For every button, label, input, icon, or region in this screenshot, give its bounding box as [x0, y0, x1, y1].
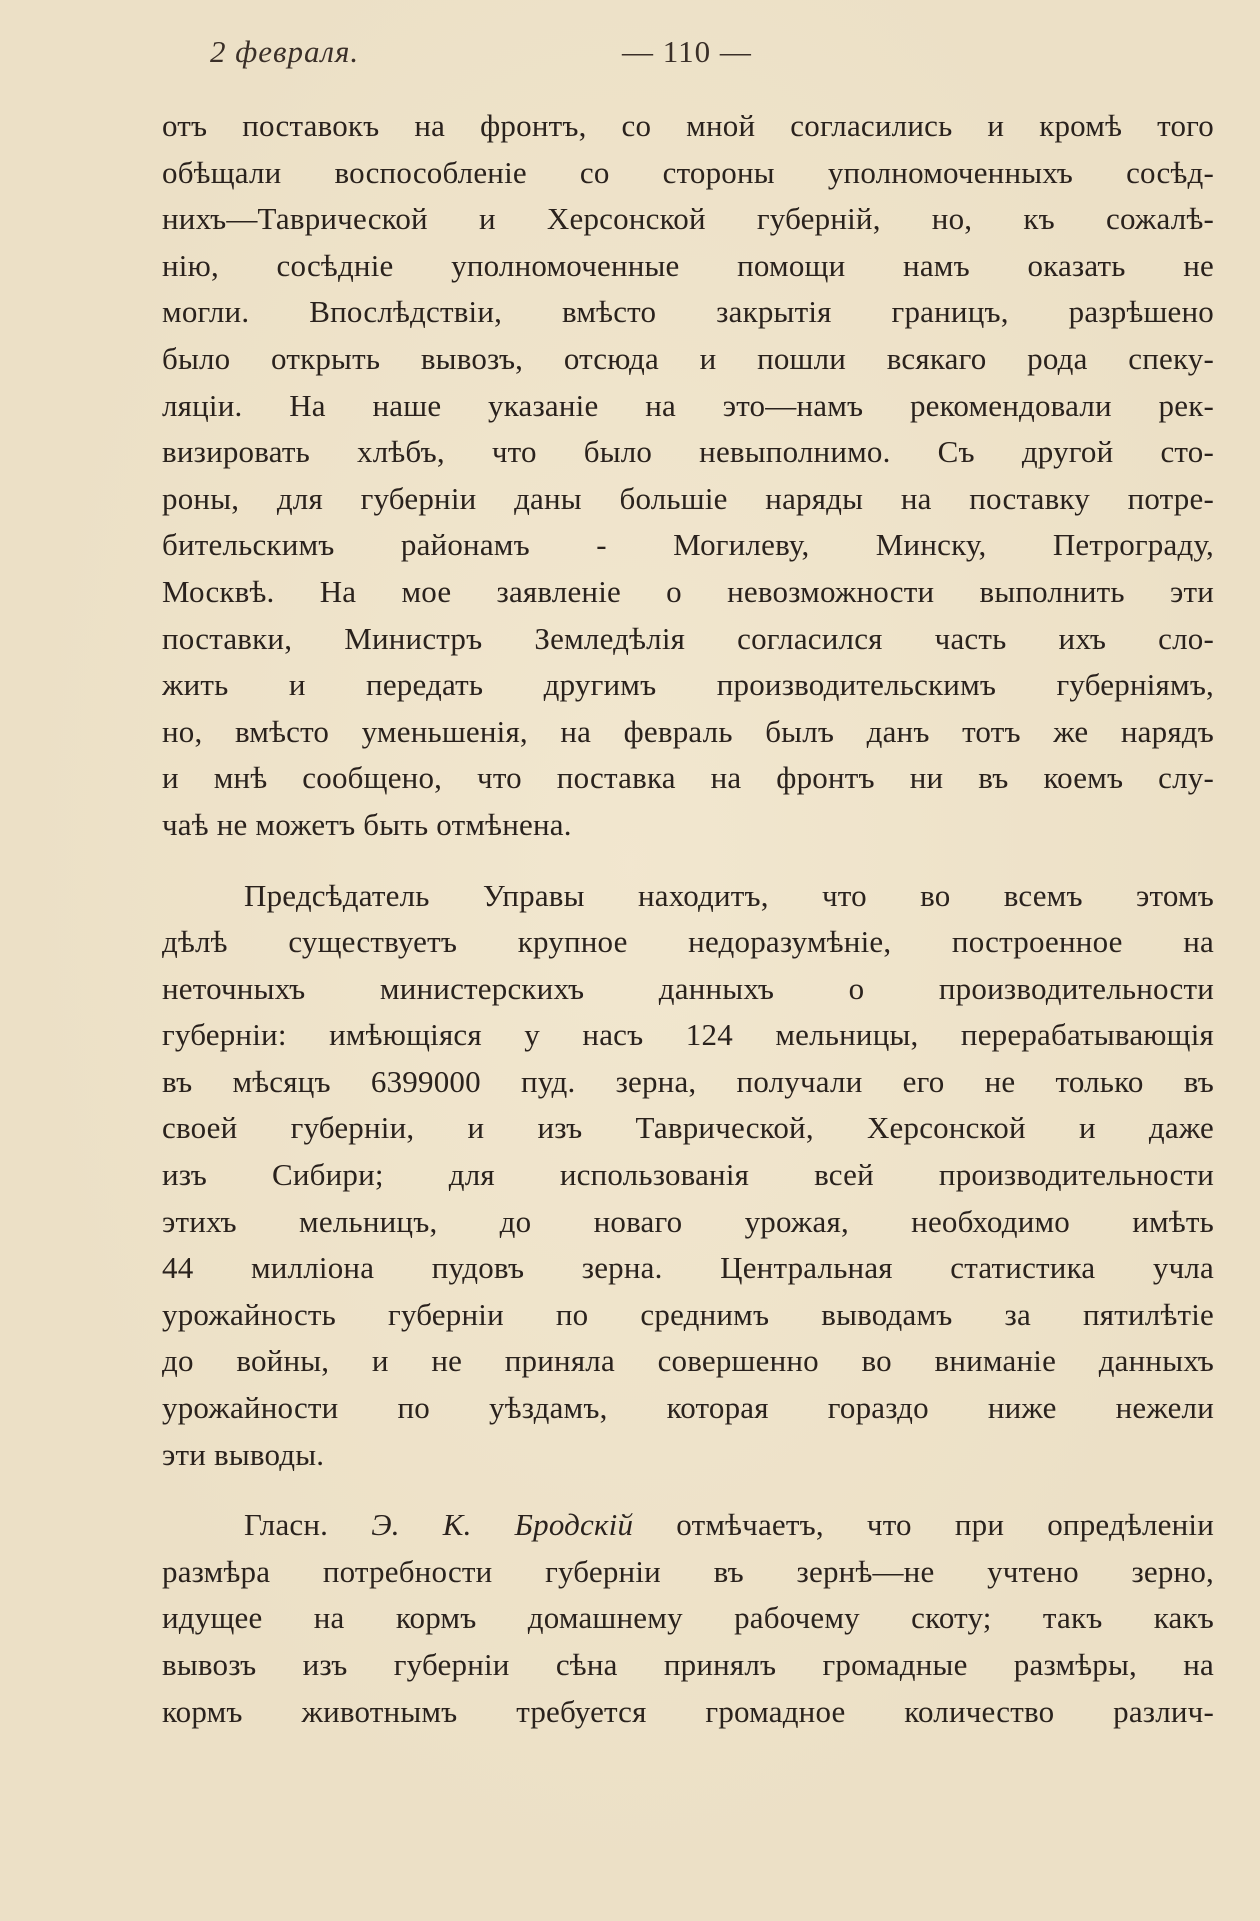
text-line: нію, сосѣдніе уполномоченные помощи намъ оказать не	[162, 247, 1214, 283]
text-line: визировать хлѣбъ, что было невыполнимо. Съ другой сто-	[162, 434, 1214, 470]
text-line: въ мѣсяцъ 6399000 пуд. зерна, получали его не только въ	[162, 1063, 1214, 1099]
text-line: чаѣ не можетъ быть отмѣнена.	[162, 806, 572, 842]
text-line: размѣра потребности губерніи въ зернѣ—не учтено зерно,	[162, 1553, 1214, 1589]
text-line: роны, для губерніи даны большіе наряды на поставку потре-	[162, 480, 1214, 516]
text-line: идущее на кормъ домашнему рабочему скоту; такъ какъ	[162, 1600, 1214, 1636]
text-line: этихъ мельницъ, до новаго урожая, необходимо имѣть	[162, 1203, 1214, 1239]
text-line: урожайность губерніи по среднимъ выводамъ за пятилѣтіе	[162, 1296, 1214, 1332]
page-header	[0, 30, 1260, 86]
header-date: 2 февраля.	[210, 34, 360, 69]
text-line: вывозъ изъ губерніи сѣна принялъ громадные размѣры, на	[162, 1647, 1214, 1682]
text-line: изъ Сибири; для использованія всей производительности	[162, 1157, 1214, 1193]
text-line: 44 милліона пудовъ зерна. Центральная статистика учла	[162, 1250, 1214, 1286]
speaker-line-rest: отмѣчаетъ, что при опредѣленіи	[633, 1507, 1214, 1543]
text-line: и мнѣ сообщено, что поставка на фронтъ ни въ коемъ слу-	[162, 760, 1214, 796]
text-line: до войны, и не приняла совершенно во вниманіе данныхъ	[162, 1343, 1214, 1379]
paragraph-gap	[162, 849, 1214, 873]
text-line: обѣщали воспособленіе со стороны уполномоченныхъ сосѣд-	[162, 154, 1214, 190]
text-line: могли. Впослѣдствіи, вмѣсто закрытія границъ, разрѣшено	[162, 294, 1214, 330]
text-line: кормъ животнымъ требуется громадное количество различ-	[162, 1693, 1214, 1729]
text-line: поставки, Министръ Земледѣлія согласился часть ихъ сло-	[162, 620, 1214, 656]
body-text	[162, 103, 1214, 1735]
page-number: — 110 —	[622, 34, 752, 69]
text-line: Предсѣдатель Управы находитъ, что во всемъ этомъ	[244, 877, 1214, 913]
text-line: бительскимъ районамъ - Могилеву, Минску, Петрограду,	[162, 527, 1214, 563]
speaker-name: Э. К. Бродскій	[371, 1507, 634, 1543]
paragraph-gap	[162, 1478, 1214, 1502]
text-line: жить и передать другимъ производительскимъ губерніямъ,	[162, 667, 1214, 703]
text-line: дѣлѣ существуетъ крупное недоразумѣніе, построенное на	[162, 924, 1214, 960]
text-line: неточныхъ министерскихъ данныхъ о производительности	[162, 970, 1214, 1006]
text-line: своей губерніи, и изъ Таврической, Херсонской и даже	[162, 1110, 1214, 1146]
text-line: было открыть вывозъ, отсюда и пошли всякаго рода спеку-	[162, 340, 1214, 376]
text-line: ляціи. На наше указаніе на это—намъ рекомендовали рек-	[162, 387, 1214, 423]
text-line: но, вмѣсто уменьшенія, на февраль былъ данъ тотъ же нарядъ	[162, 713, 1214, 749]
text-line: отъ поставокъ на фронтъ, со мной согласились и кромѣ того	[162, 108, 1214, 143]
text-line: нихъ—Таврической и Херсонской губерній, но, къ сожалѣ-	[162, 201, 1214, 237]
text-line: эти выводы.	[162, 1436, 325, 1472]
speaker-prefix: Гласн.	[244, 1507, 372, 1543]
text-line: Москвѣ. На мое заявленіе о невозможности выполнить эти	[162, 573, 1214, 609]
text-line	[162, 1502, 1214, 1549]
text-line: урожайности по уѣздамъ, которая гораздо ниже нежели	[162, 1390, 1214, 1426]
text-line: губерніи: имѣющіяся у насъ 124 мельницы, перерабатывающія	[162, 1017, 1214, 1053]
